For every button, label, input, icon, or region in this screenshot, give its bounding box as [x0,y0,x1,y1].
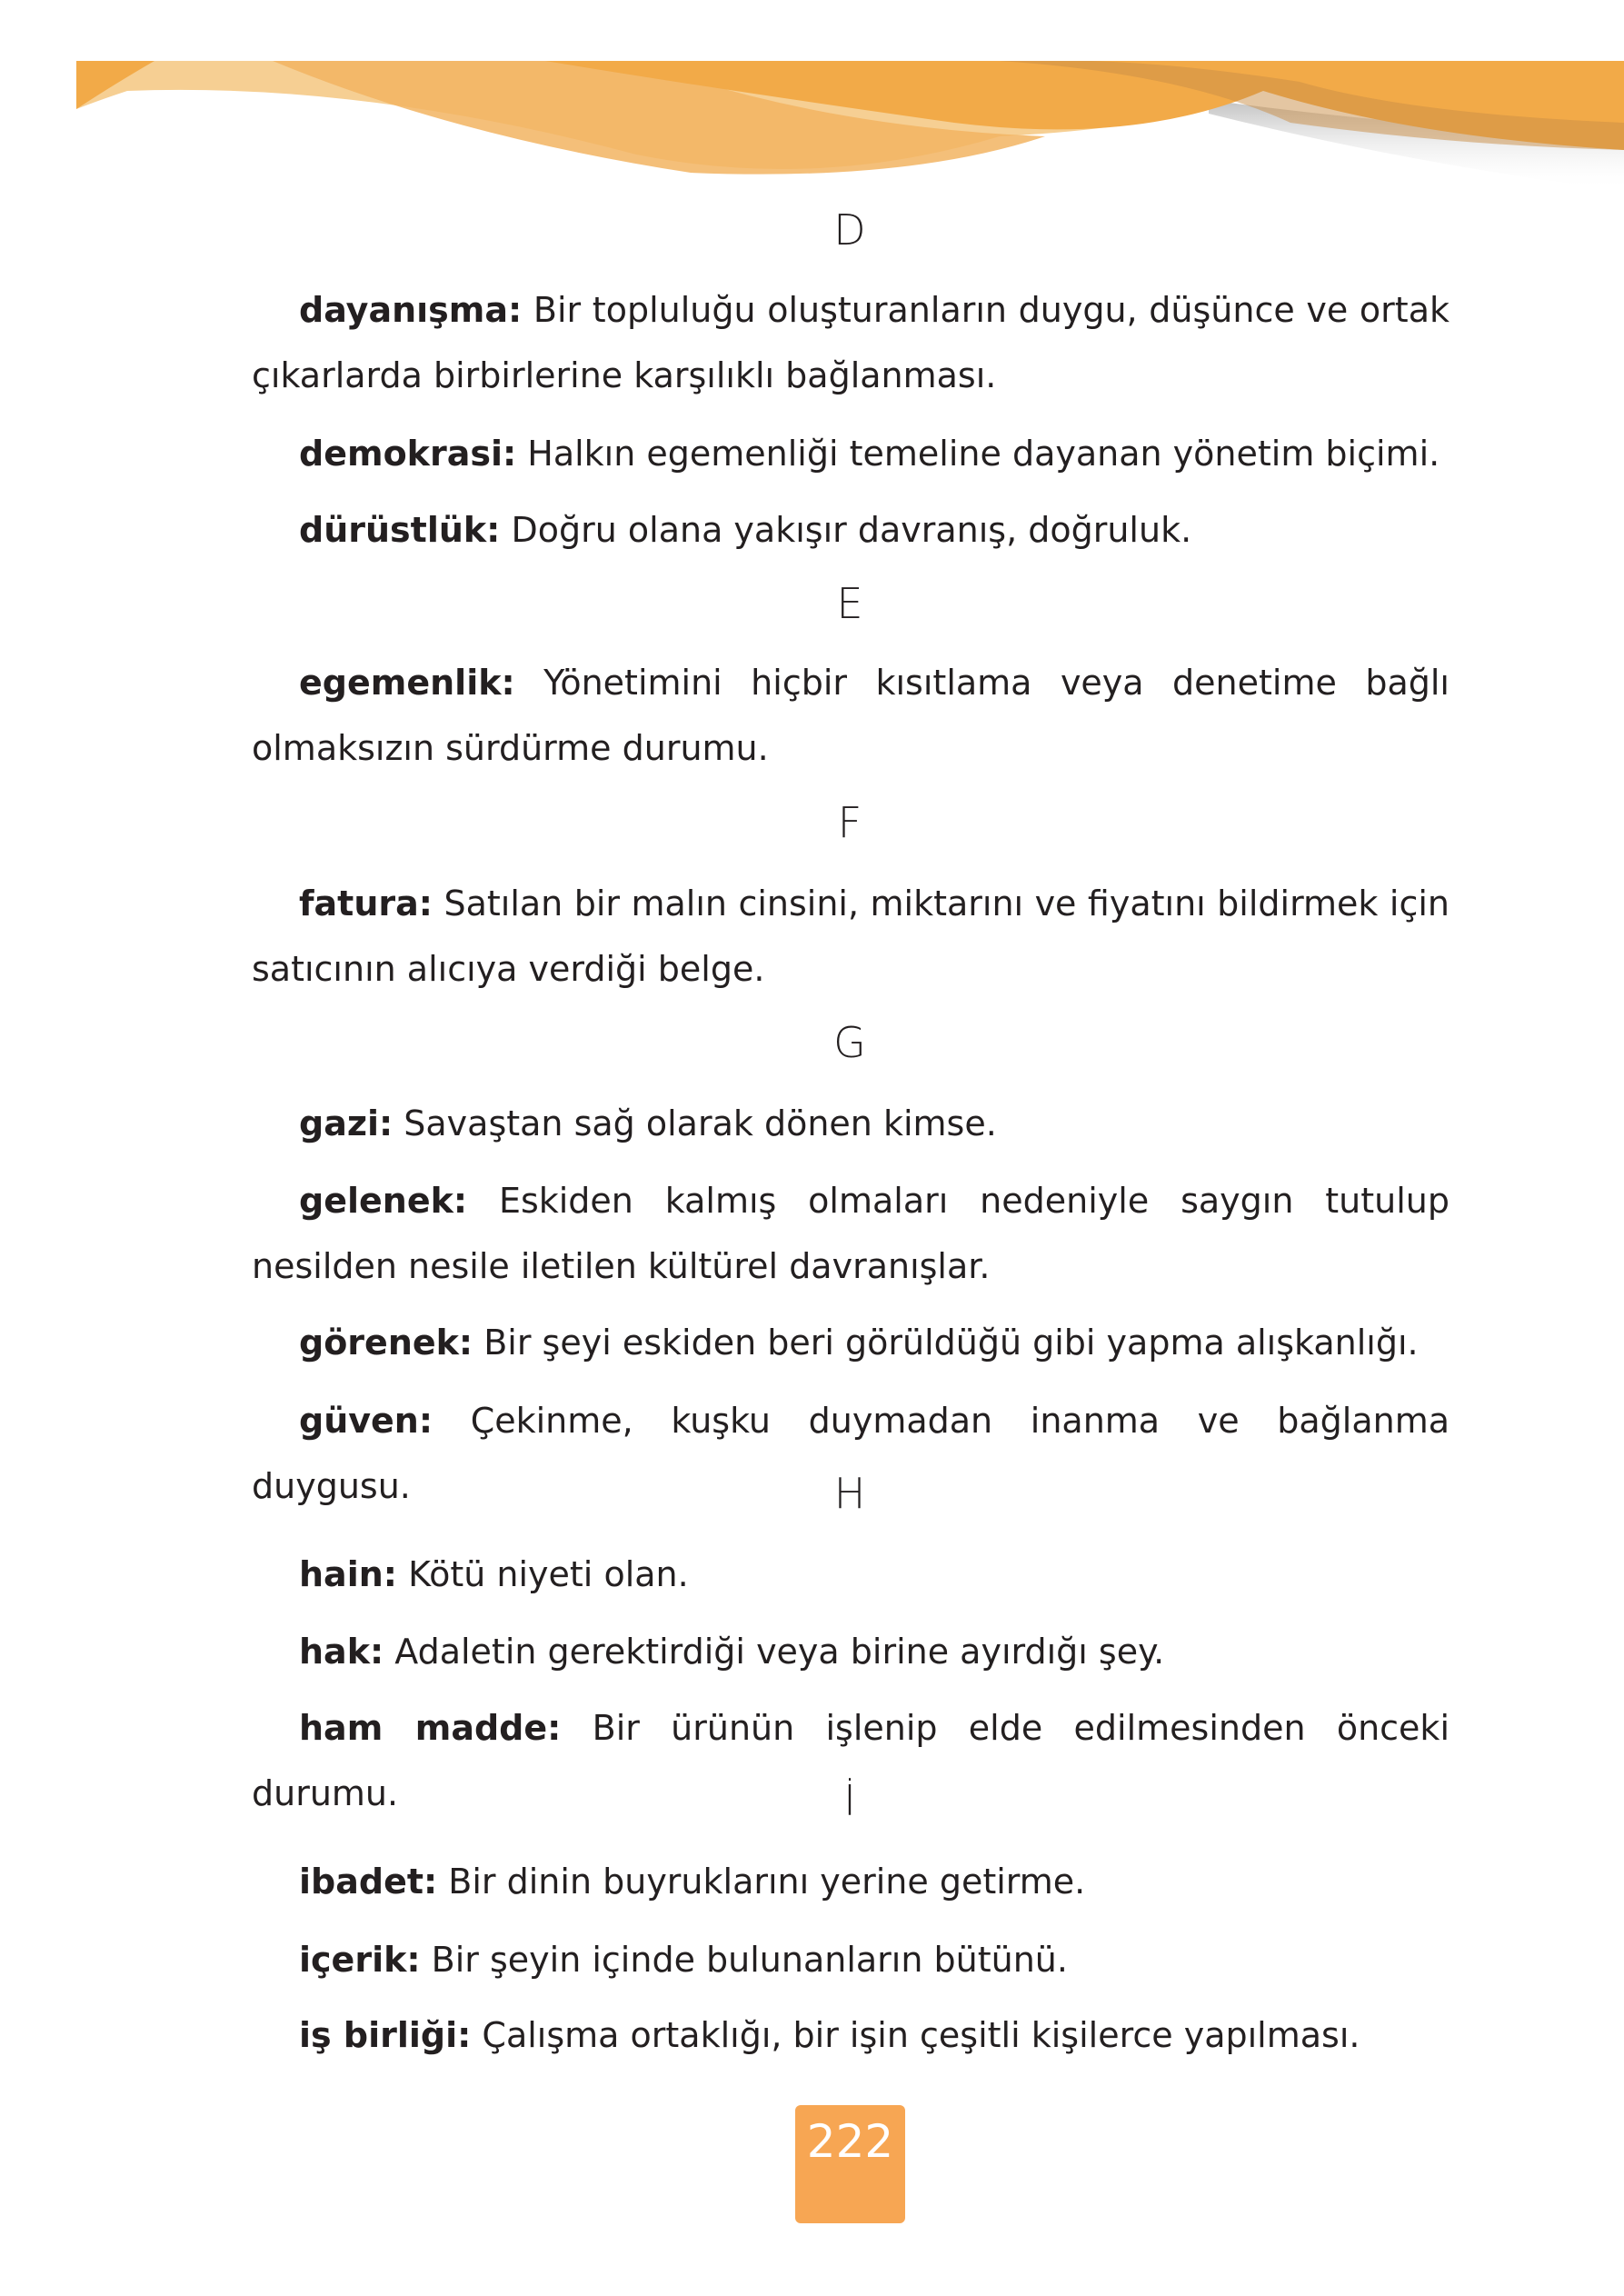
definition: Bir topluluğu oluşturanların duygu, düşünce ve ortak çıkarlarda birbirlerine karşılıklı bağlanması. [252,290,1450,395]
glossary-entry [252,871,1450,1002]
section-letter-e: E [836,579,863,628]
definition: Adaletin gerektirdiği veya birine ayırdığı şey. [384,1632,1165,1672]
section-letter-h: H [833,1469,866,1518]
glossary-entry [252,497,1450,563]
term: dürüstlük: [299,510,501,550]
definition: Çekinme, kuşku duymadan inanma ve bağlanma duygusu. [252,1401,1450,1506]
definition: Kötü niyeti olan. [396,1554,689,1594]
section-letter-g: G [833,1018,866,1067]
definition: Bir şeyi eskiden beri görüldüğü gibi yapma alışkanlığı. [473,1323,1419,1363]
glossary-entry [252,1542,1450,1607]
glossary-entry [252,421,1450,486]
glossary-entry [252,1849,1450,1914]
term: görenek: [299,1323,473,1363]
term: ibadet: [299,1862,438,1902]
term: egemenlik: [299,663,515,703]
glossary-entry [252,1310,1450,1375]
glossary-entry [252,1168,1450,1299]
header-wave-decoration [0,0,1624,209]
term: ham madde: [299,1708,562,1748]
definition: Eskiden kalmış olmaları nedeniyle saygın tutulup nesilden nesile iletilen kültürel davranışlar. [252,1181,1450,1286]
glossary-entry [252,1927,1450,1992]
page-number: 222 [795,2105,905,2223]
term: demokrasi: [299,434,517,474]
definition: Yönetimini hiçbir kısıtlama veya denetime bağlı olmaksızın sürdürme durumu. [252,663,1450,768]
section-letter-f: F [837,798,862,847]
definition: Çalışma ortaklığı, bir işin çeşitli kişilerce yapılması. [471,2015,1360,2055]
glossary-entry [252,2002,1450,2068]
section-letter-d: D [833,205,866,255]
term: hain: [299,1554,397,1594]
definition: Bir dinin buyruklarını yerine getirme. [437,1862,1086,1902]
definition: Bir ürünün işlenip elde edilmesinden önceki durumu. [252,1708,1450,1813]
definition: Halkın egemenliği temeline dayanan yönetim biçimi. [516,434,1440,474]
glossary-entry [252,1619,1450,1684]
term: içerik: [299,1940,421,1980]
definition: Bir şeyin içinde bulunanların bütünü. [420,1940,1068,1980]
term: fatura: [299,883,433,923]
glossary-entry [252,277,1450,408]
term: dayanışma: [299,290,523,330]
definition: Doğru olana yakışır davranış, doğruluk. [500,510,1192,550]
term: hak: [299,1632,384,1672]
section-letter-i: İ [843,1776,856,1825]
glossary-entry [252,650,1450,781]
term: gelenek: [299,1181,468,1221]
definition: Satılan bir malın cinsini, miktarını ve fiyatını bildirmek için satıcının alıcıya verdiği belge. [252,883,1450,989]
term: gazi: [299,1103,394,1143]
definition: Savaştan sağ olarak dönen kimse. [393,1103,997,1143]
glossary-entry [252,1091,1450,1156]
term: güven: [299,1401,433,1441]
term: iş birliği: [299,2015,472,2055]
